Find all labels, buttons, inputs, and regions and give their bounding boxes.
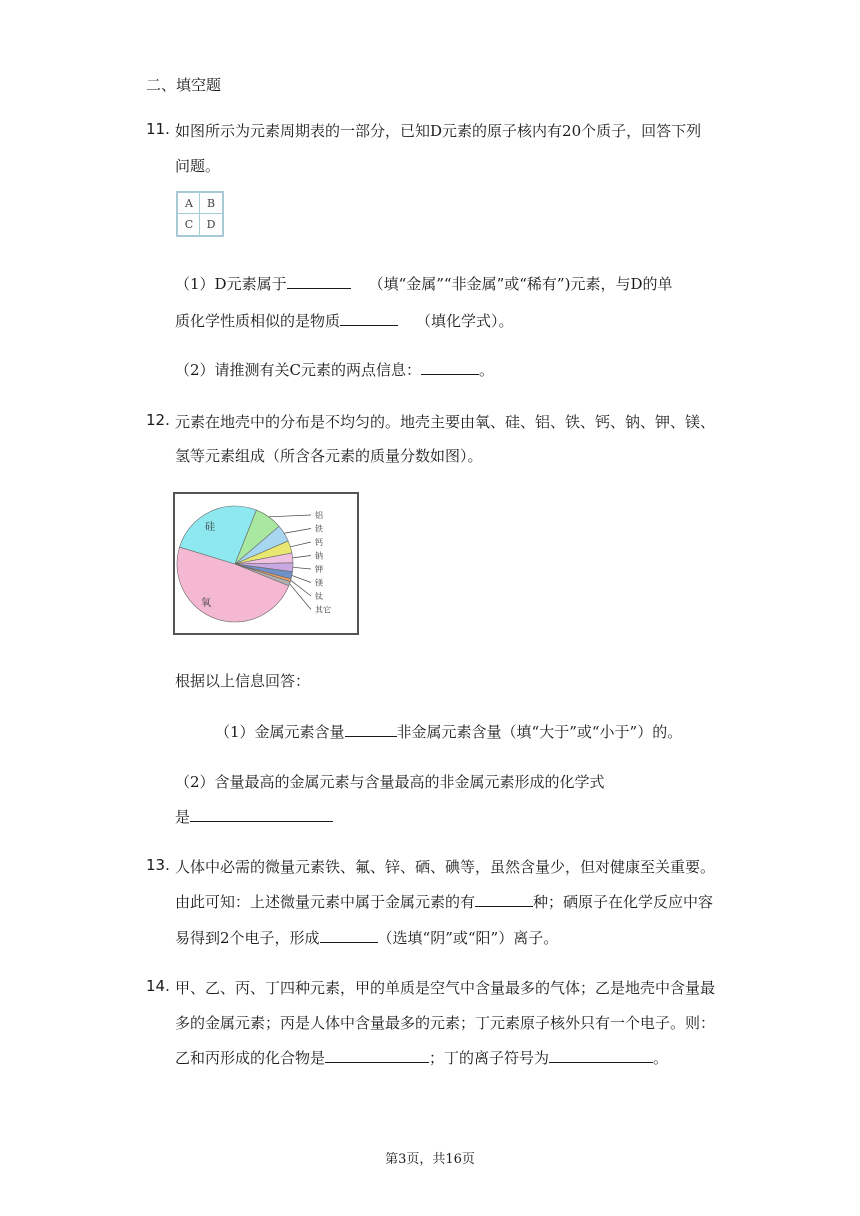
q11-p1-suffix: （填“金属”“非金属”或“稀有”)元素，与D的单	[368, 275, 673, 293]
pie-label-8: 钛	[315, 592, 323, 601]
answer-blank[interactable]	[345, 721, 397, 737]
q13-line2-prefix: 由此可知：上述微量元素中属于金属元素的有	[175, 893, 476, 911]
question-12-part1	[215, 721, 682, 742]
pie-label-4: 钙	[315, 538, 323, 547]
pie-label-2: 铝	[315, 511, 323, 520]
question-11-part1-line2	[175, 310, 514, 331]
question-14-text-line1: 甲、乙、丙、丁四种元素，甲的单质是空气中含量最多的气体；乙是地壳中含量最	[175, 979, 716, 997]
q11-p1-line2-prefix: 质化学性质相似的是物质	[175, 312, 341, 330]
page-footer: 第3页，共16页	[385, 1152, 475, 1167]
q12-p1-suffix: 非金属元素含量（填“大于”或“小于”）的。	[396, 723, 683, 741]
answer-blank[interactable]	[325, 1047, 429, 1063]
q13-line2-suffix: 种；硒原子在化学反应中容	[533, 893, 714, 911]
question-12-number: 12.	[146, 411, 170, 429]
pie-leader-line-6	[293, 567, 311, 569]
element-cell-c: C	[184, 218, 194, 231]
answer-blank[interactable]	[287, 273, 351, 289]
q14-line3-prefix: 乙和丙形成的化合物是	[175, 1049, 326, 1067]
question-14-text-line2: 多的金属元素；丙是人体中含量最多的元素；丁元素原子核外只有一个电子。则：	[175, 1014, 716, 1032]
q11-p1-line2-suffix: （填化学式）。	[416, 312, 514, 330]
question-14-number: 14.	[146, 977, 170, 995]
q11-p1-prefix: （1）D元素属于	[175, 275, 287, 293]
question-11-part1-line1	[175, 273, 672, 294]
question-12-answer-intro: 根据以上信息回答：	[175, 672, 311, 690]
q13-line3-suffix: （选填“阴”或“阳”）离子。	[377, 929, 559, 947]
pie-label-7: 镁	[315, 578, 323, 588]
pie-leader-line-3	[284, 529, 311, 534]
question-12-text-line2: 氢等元素组成（所含各元素的质量分数如图）。	[175, 447, 483, 465]
answer-blank[interactable]	[421, 359, 479, 375]
pie-chart-svg	[175, 494, 357, 633]
question-14-text-line3	[175, 1047, 668, 1068]
crust-element-pie-chart	[173, 492, 359, 635]
question-13-text-line1: 人体中必需的微量元素铁、氟、锌、硒、碘等，虽然含量少，但对健康至关重要。	[175, 858, 716, 876]
element-cell-d: D	[206, 218, 216, 231]
pie-leader-line-2	[269, 515, 311, 517]
answer-blank[interactable]	[190, 806, 333, 822]
element-cell-a: A	[185, 197, 193, 210]
q11-p2-prefix: （2）请推测有关C元素的两点信息：	[175, 361, 422, 379]
element-cell-b: B	[206, 197, 216, 210]
question-12-part2-line2	[175, 806, 333, 827]
pie-leader-line-5	[293, 556, 311, 558]
q12-p1-prefix: （1）金属元素含量	[215, 723, 345, 741]
answer-blank[interactable]	[340, 310, 398, 326]
q11-p2-suffix: 。	[479, 361, 495, 379]
periodic-table-fragment	[176, 191, 224, 237]
question-11-text-line1: 如图所示为元素周期表的一部分，已知D元素的原子核内有20个质子，回答下列	[175, 122, 702, 140]
pie-label-5: 钠	[315, 551, 323, 561]
pie-label-3: 铁	[315, 524, 323, 534]
question-11-part2	[175, 359, 494, 380]
q14-line3-middle: ；丁的离子符号为	[429, 1049, 550, 1067]
pie-leader-line-4	[290, 542, 311, 547]
pie-label-inner-0: 氧	[201, 598, 211, 609]
question-13-text-line3	[175, 927, 558, 948]
question-11-number: 11.	[146, 120, 170, 138]
answer-blank[interactable]	[475, 891, 533, 907]
question-11-text-line2: 问题。	[175, 157, 221, 175]
question-12-text-line1: 元素在地壳中的分布是不均匀的。地壳主要由氧、硅、铝、铁、钙、钠、钾、镁、	[175, 413, 716, 431]
pie-label-inner-1: 硅	[205, 522, 215, 533]
q14-line3-suffix: 。	[653, 1049, 669, 1067]
section-title: 二、填空题	[146, 76, 222, 94]
question-12-part2-line1: （2）含量最高的金属元素与含量最高的非金属元素形成的化学式	[175, 773, 605, 791]
question-13-text-line2	[175, 891, 713, 912]
answer-blank[interactable]	[549, 1047, 653, 1063]
question-13-number: 13.	[146, 856, 170, 874]
pie-label-6: 钾	[315, 565, 323, 574]
pie-label-9: 其它	[315, 605, 331, 615]
q12-p2-prefix: 是	[175, 808, 191, 826]
q13-line3-prefix: 易得到2个电子，形成	[175, 929, 320, 947]
answer-blank[interactable]	[320, 927, 378, 943]
pie-leader-line-7	[292, 575, 311, 582]
